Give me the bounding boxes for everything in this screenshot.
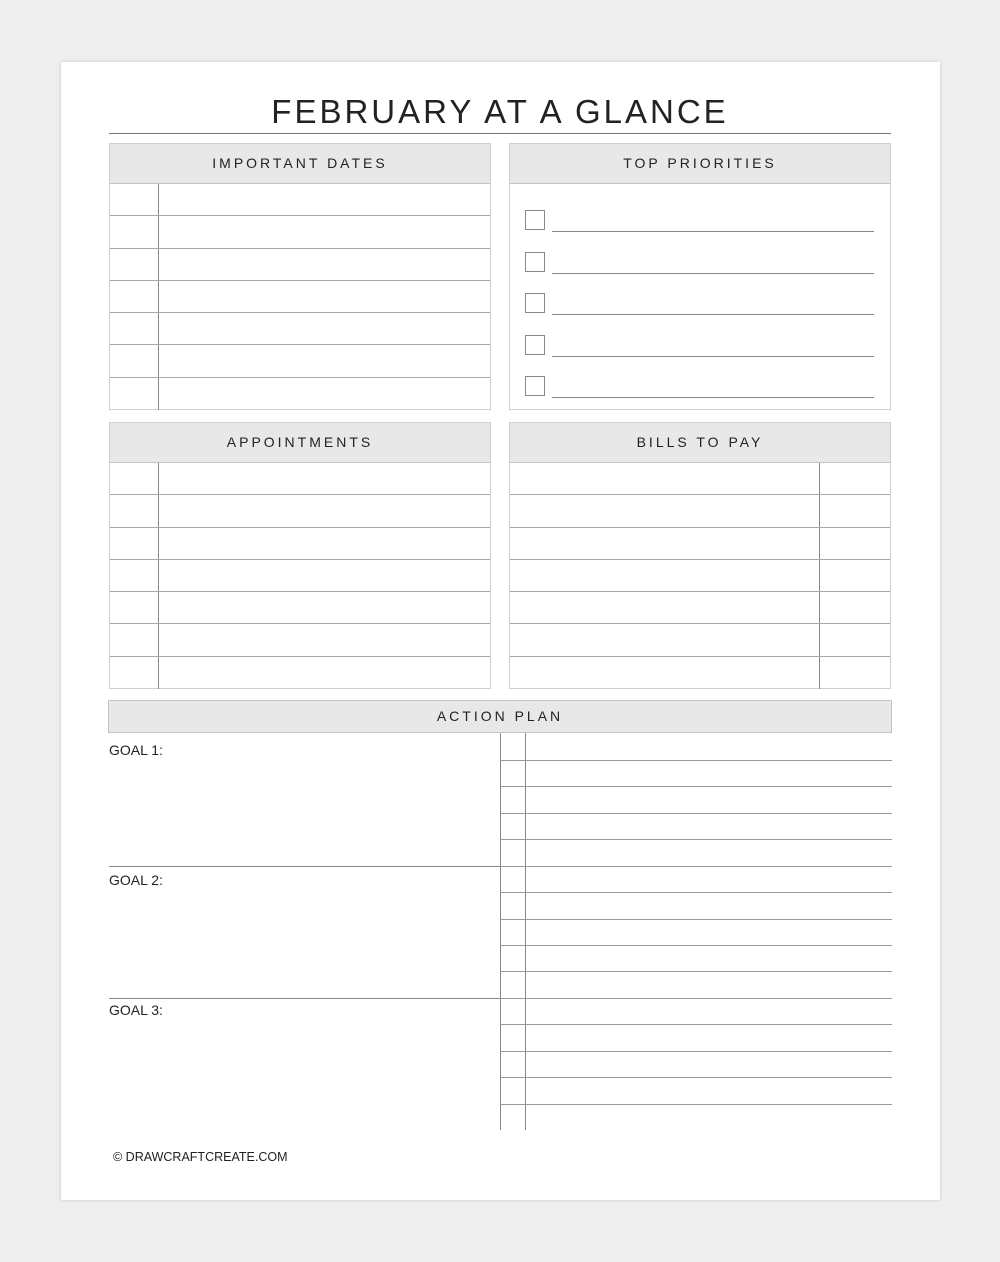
action-checkbox-column-left bbox=[500, 733, 501, 1130]
priority-item bbox=[510, 362, 890, 404]
goal-2-label: GOAL 2: bbox=[109, 872, 163, 888]
action-line[interactable] bbox=[500, 760, 892, 761]
bills-rows bbox=[510, 463, 890, 689]
action-line[interactable] bbox=[500, 786, 892, 787]
bill-row[interactable] bbox=[510, 528, 890, 560]
date-row[interactable] bbox=[110, 249, 490, 281]
date-row[interactable] bbox=[110, 313, 490, 345]
appointment-row[interactable] bbox=[110, 592, 490, 624]
date-row[interactable] bbox=[110, 184, 490, 216]
title-divider bbox=[109, 133, 891, 134]
priority-line[interactable] bbox=[552, 314, 874, 315]
priority-item bbox=[510, 279, 890, 321]
bill-row[interactable] bbox=[510, 463, 890, 495]
bill-row[interactable] bbox=[510, 495, 890, 527]
priority-item bbox=[510, 321, 890, 363]
date-row[interactable] bbox=[110, 345, 490, 377]
top-priorities-header: TOP PRIORITIES bbox=[510, 144, 890, 184]
appointment-row[interactable] bbox=[110, 657, 490, 689]
checkbox[interactable] bbox=[525, 210, 545, 230]
checkbox[interactable] bbox=[525, 293, 545, 313]
copyright-footer: © DRAWCRAFTCREATE.COM bbox=[113, 1150, 288, 1164]
priority-item bbox=[510, 238, 890, 280]
bill-row[interactable] bbox=[510, 624, 890, 656]
action-line[interactable] bbox=[500, 892, 892, 893]
action-line[interactable] bbox=[500, 813, 892, 814]
goal-1-label: GOAL 1: bbox=[109, 742, 163, 758]
appointments-rows bbox=[110, 463, 490, 689]
action-line[interactable] bbox=[500, 998, 892, 999]
action-line[interactable] bbox=[500, 945, 892, 946]
action-plan-header: ACTION PLAN bbox=[108, 700, 892, 733]
action-line[interactable] bbox=[500, 1104, 892, 1105]
action-line[interactable] bbox=[500, 839, 892, 840]
priority-line[interactable] bbox=[552, 397, 874, 398]
appointment-row[interactable] bbox=[110, 528, 490, 560]
checkbox[interactable] bbox=[525, 376, 545, 396]
important-dates-box bbox=[109, 143, 491, 410]
goal-divider bbox=[109, 998, 500, 999]
important-dates-header: IMPORTANT DATES bbox=[110, 144, 490, 184]
priority-line[interactable] bbox=[552, 273, 874, 274]
goal-3-label: GOAL 3: bbox=[109, 1002, 163, 1018]
bill-row[interactable] bbox=[510, 657, 890, 689]
priority-line[interactable] bbox=[552, 231, 874, 232]
important-dates-rows bbox=[110, 184, 490, 410]
date-row[interactable] bbox=[110, 216, 490, 248]
priority-item bbox=[510, 196, 890, 238]
appointment-row[interactable] bbox=[110, 560, 490, 592]
bill-row[interactable] bbox=[510, 592, 890, 624]
action-line[interactable] bbox=[500, 1051, 892, 1052]
date-row[interactable] bbox=[110, 281, 490, 313]
action-line[interactable] bbox=[500, 866, 892, 867]
action-line[interactable] bbox=[500, 971, 892, 972]
appointments-box bbox=[109, 422, 491, 689]
page-title: FEBRUARY AT A GLANCE bbox=[271, 93, 729, 130]
checkbox[interactable] bbox=[525, 252, 545, 272]
appointment-row[interactable] bbox=[110, 463, 490, 495]
goal-divider bbox=[109, 866, 500, 867]
action-line[interactable] bbox=[500, 1077, 892, 1078]
top-priorities-box bbox=[509, 143, 891, 410]
action-line[interactable] bbox=[500, 1024, 892, 1025]
date-row[interactable] bbox=[110, 378, 490, 410]
appointment-row[interactable] bbox=[110, 495, 490, 527]
bills-to-pay-box bbox=[509, 422, 891, 689]
bill-row[interactable] bbox=[510, 560, 890, 592]
bills-to-pay-header: BILLS TO PAY bbox=[510, 423, 890, 463]
priority-line[interactable] bbox=[552, 356, 874, 357]
checkbox[interactable] bbox=[525, 335, 545, 355]
action-checkbox-column-right bbox=[525, 733, 526, 1130]
appointments-header: APPOINTMENTS bbox=[110, 423, 490, 463]
appointment-row[interactable] bbox=[110, 624, 490, 656]
action-line[interactable] bbox=[500, 919, 892, 920]
